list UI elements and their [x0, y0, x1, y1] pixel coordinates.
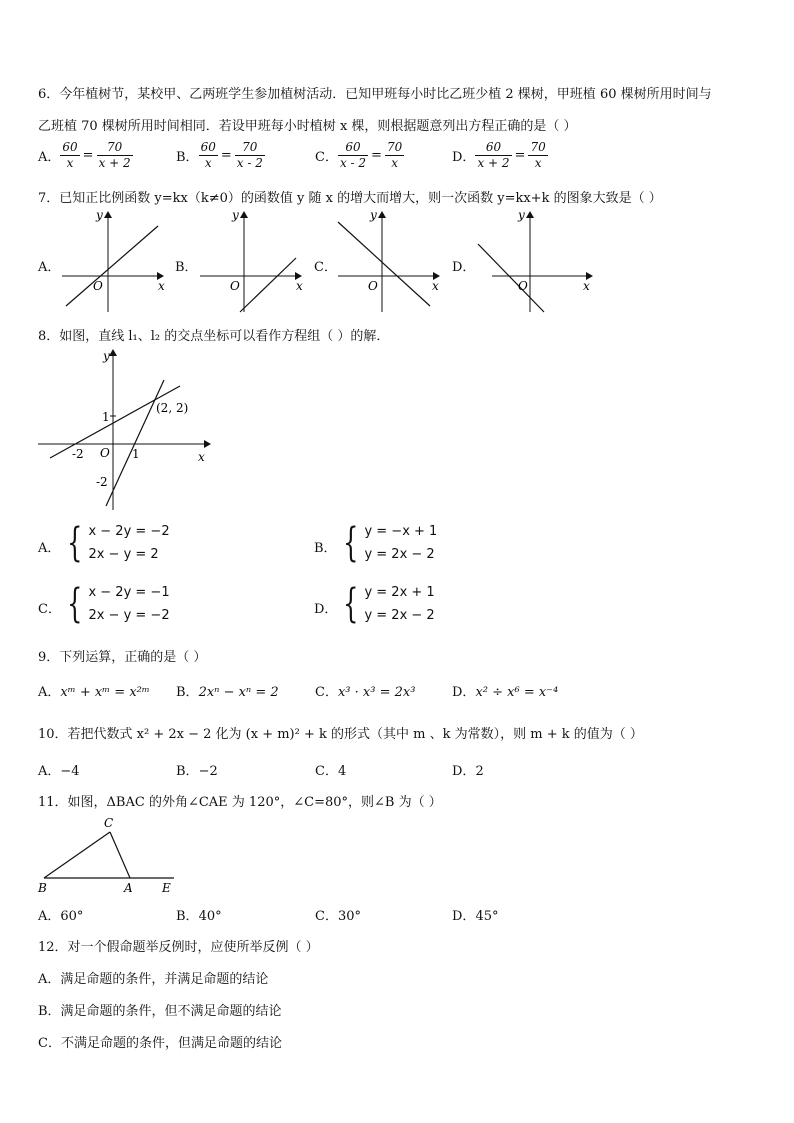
origin-label: O — [93, 279, 103, 293]
q9-stem: 9．下列运算，正确的是（ ） — [38, 650, 207, 665]
q6-stem-line1: 6．今年植树节，某校甲、乙两班学生参加植树活动．已知甲班每小时比乙班少植 2 棵树，甲班植 60 棵树所用时间与 — [38, 87, 712, 102]
q11-option-d[interactable]: D．45° — [452, 909, 499, 924]
q10-option-a[interactable]: A．−4 — [38, 764, 80, 779]
q11-triangle-diagram — [34, 814, 184, 896]
side-ca — [110, 832, 130, 878]
fraction: $\frac{70}{x}$ — [530, 140, 546, 170]
q6-option-a-label: A． — [38, 150, 61, 165]
q8-option-d-system: { y = 2x + 1 y = 2x − 2 — [343, 581, 435, 627]
line-l1 — [50, 386, 180, 458]
q11-stem: 11．如图，ΔBAC 的外角∠CAE 为 120°，∠C=80°，则∠B 为（ ） — [38, 795, 442, 810]
q7-graph-a — [58, 208, 170, 314]
q10-option-b[interactable]: B．−2 — [176, 764, 218, 779]
y-axis-label: y — [232, 208, 239, 222]
tick-label: -2 — [72, 447, 84, 461]
intersection-label: (2, 2) — [156, 401, 189, 415]
origin-label: O — [368, 279, 378, 293]
q8-option-a-system: { x − 2y = −2 2x − y = 2 — [67, 520, 170, 566]
x-axis-label: x — [296, 279, 303, 293]
q6-option-d[interactable]: D． $\frac{60}{x + 2}$ = $\frac{70}{x}$ — [452, 140, 546, 170]
q11-option-a[interactable]: A．60° — [38, 909, 84, 924]
q8-option-c-system: { x − 2y = −1 2x − y = −2 — [67, 581, 170, 627]
q12-option-b[interactable]: B．满足命题的条件，但不满足命题的结论 — [38, 1004, 282, 1019]
q8-stem: 8．如图，直线 l₁、l₂ 的交点坐标可以看作方程组（ ）的解． — [38, 329, 390, 344]
vertex-b-label: B — [38, 881, 47, 895]
q6-option-b-label: B． — [176, 150, 199, 165]
graph-line — [478, 244, 544, 312]
q6-option-c-label: C． — [315, 150, 338, 165]
q7-graph-d — [474, 208, 598, 314]
graph-line — [240, 258, 296, 312]
x-axis-label: x — [198, 450, 205, 464]
q7-option-c-label[interactable]: C． — [314, 260, 337, 275]
vertex-a-label: A — [124, 881, 133, 895]
q10-option-d[interactable]: D．2 — [452, 764, 484, 779]
q9-option-c[interactable]: C．x³ · x³ = 2x³ — [315, 685, 416, 700]
fraction: $\frac{60}{x}$ — [200, 140, 216, 170]
x-axis-label: x — [432, 279, 439, 293]
origin-label: O — [100, 446, 110, 460]
q11-option-b[interactable]: B．40° — [176, 909, 222, 924]
x-axis-label: x — [158, 279, 165, 293]
fraction: $\frac{70}{x + 2}$ — [98, 140, 131, 170]
q12-stem: 12．对一个假命题举反例时，应使所举反例（ ） — [38, 940, 319, 955]
x-axis-label: x — [583, 279, 590, 293]
q7-option-d-label[interactable]: D． — [452, 260, 476, 275]
q7-option-b-label[interactable]: B． — [175, 260, 198, 275]
q12-option-a[interactable]: A．满足命题的条件，并满足命题的结论 — [38, 972, 269, 987]
y-axis-label: y — [370, 208, 377, 222]
q9-option-a[interactable]: A．xᵐ + xᵐ = x²ᵐ — [38, 685, 150, 700]
q7-option-a-label[interactable]: A． — [38, 260, 61, 275]
fraction: $\frac{60}{x}$ — [62, 140, 78, 170]
q11-option-c[interactable]: C．30° — [315, 909, 361, 924]
q8-option-a-label[interactable]: A． — [38, 541, 61, 556]
q8-option-b-label[interactable]: B． — [314, 541, 337, 556]
fraction: $\frac{70}{x - 2}$ — [236, 140, 263, 170]
fraction: $\frac{60}{x - 2}$ — [339, 140, 367, 170]
q6-option-c[interactable]: C． $\frac{60}{x - 2}$ = $\frac{70}{x}$ — [315, 140, 403, 170]
origin-label: O — [230, 279, 240, 293]
q9-option-d[interactable]: D．x² ÷ x⁶ = x⁻⁴ — [452, 685, 559, 700]
y-axis-label: y — [96, 208, 103, 222]
q7-graph-b — [196, 208, 308, 314]
y-axis-label: y — [518, 208, 525, 222]
y-axis-label: y — [103, 349, 110, 363]
q8-option-c-label[interactable]: C． — [38, 602, 61, 617]
q6-option-a[interactable]: A． $\frac{60}{x}$ = $\frac{70}{x + 2}$ — [38, 140, 131, 170]
q8-graph — [32, 346, 222, 514]
q9-option-b[interactable]: B．2xⁿ − xⁿ = 2 — [176, 685, 279, 700]
tick-label: 1 — [102, 410, 110, 424]
tick-label: 1 — [132, 447, 140, 461]
q10-stem: 10．若把代数式 x² + 2x − 2 化为 (x + m)² + k 的形式（其中 m 、k 为常数），则 m + k 的值为（ ） — [38, 727, 643, 742]
q6-option-d-label: D． — [452, 150, 476, 165]
q7-graph-c — [334, 208, 446, 314]
q7-stem: 7．已知正比例函数 y=kx（k≠0）的函数值 y 随 x 的增大而增大，则一次函数 y=kx+k 的图象大致是（ ） — [38, 191, 662, 206]
q8-option-d-label[interactable]: D． — [314, 602, 338, 617]
fraction: $\frac{60}{x + 2}$ — [477, 140, 510, 170]
q6-stem-line2: 乙班植 70 棵树所用时间相同．若设甲班每小时植树 x 棵，则根据题意列出方程正确的是（ ） — [38, 119, 577, 134]
side-bc — [44, 832, 110, 878]
q8-option-b-system: { y = −x + 1 y = 2x − 2 — [343, 520, 438, 566]
graph-line — [338, 222, 430, 306]
q12-option-c[interactable]: C．不满足命题的条件，但满足命题的结论 — [38, 1036, 282, 1051]
graph-line — [66, 226, 158, 306]
vertex-c-label: C — [104, 816, 114, 830]
point-e-label: E — [162, 881, 171, 895]
q6-option-b[interactable]: B． $\frac{60}{x}$ = $\frac{70}{x - 2}$ — [176, 140, 263, 170]
origin-label: O — [518, 279, 528, 293]
fraction: $\frac{70}{x}$ — [386, 140, 403, 170]
line-l2 — [106, 380, 164, 506]
tick-label: -2 — [96, 475, 108, 489]
q10-option-c[interactable]: C．4 — [315, 764, 347, 779]
